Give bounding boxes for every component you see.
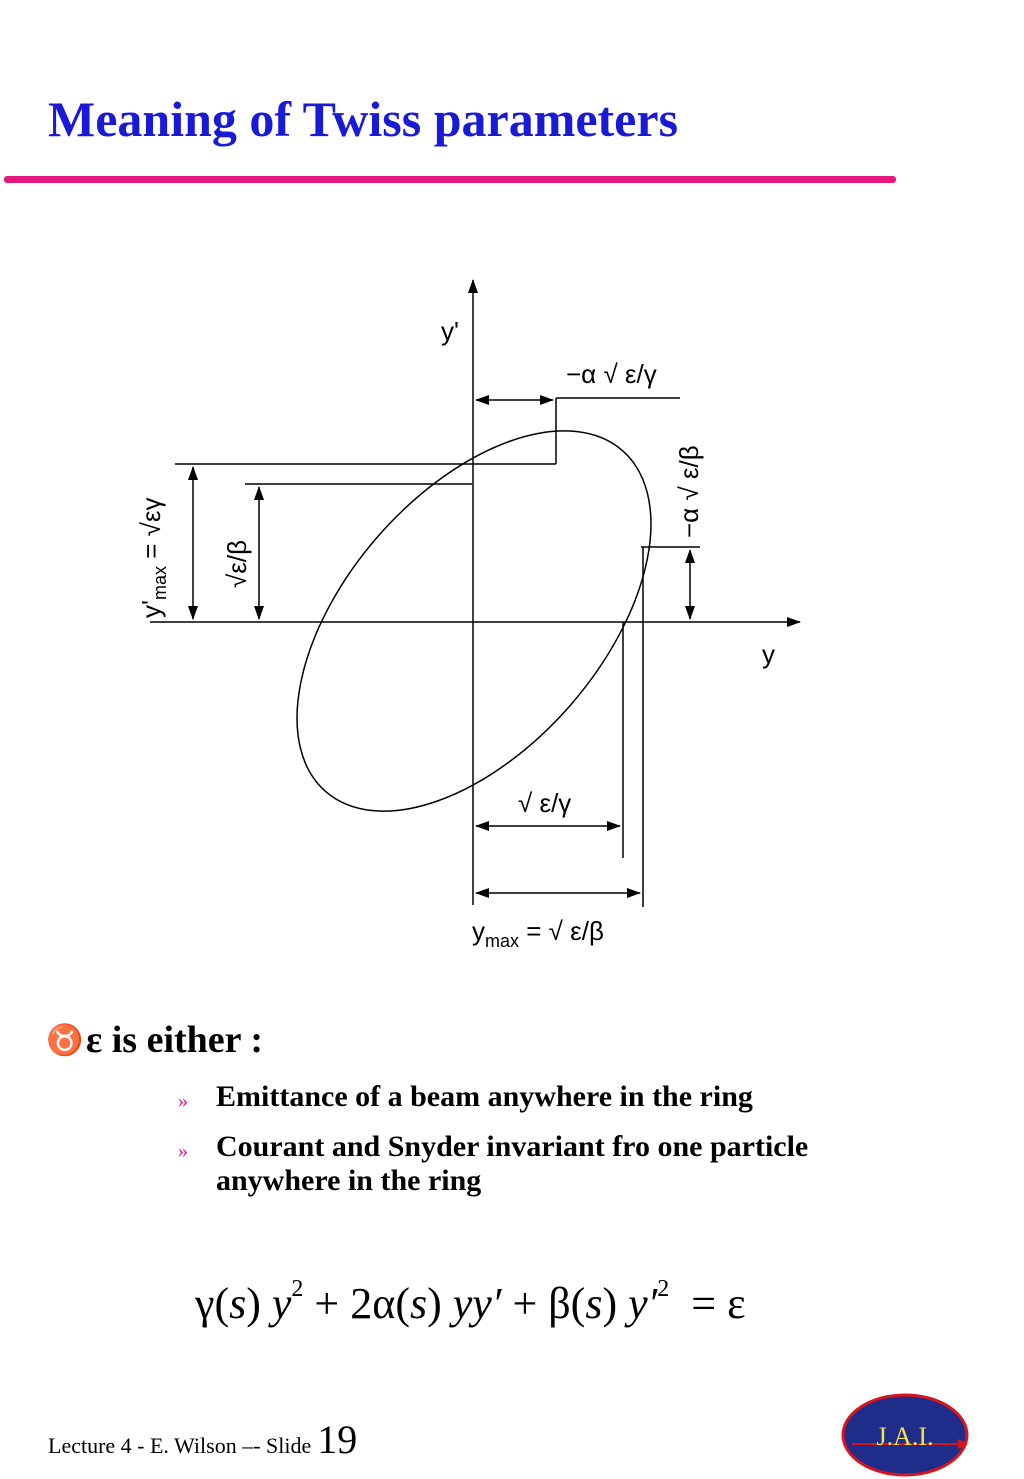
sub-bullet-text: Emittance of a beam anywhere in the ring	[216, 1080, 753, 1113]
sub-bullet	[178, 1080, 918, 1114]
bottom-inner-dimension-label: √ ε/γ	[518, 788, 572, 818]
left-inner-dimension-label: √ε/β	[222, 539, 252, 588]
sub-bullet-text: Courant and Snyder invariant fro one particle anywhere in the ring	[216, 1130, 809, 1197]
slide-number: 19	[317, 1417, 358, 1462]
chevron-bullet-icon: »	[178, 1090, 188, 1112]
jai-logo	[840, 1392, 970, 1478]
right-dimension-label: −α √ ε/β	[674, 445, 704, 538]
slide-footer	[48, 1416, 357, 1463]
main-bullet-text: ε is either :	[86, 1019, 263, 1061]
courant-snyder-equation: γ(s) $y^2 + 2\alpha(s) yy' + \beta(s) y'^2 = \varepsilon$	[195, 1276, 746, 1328]
top-dimension-label: −α √ ε/γ	[566, 359, 657, 389]
logo-text: J.A.I.	[876, 1422, 934, 1451]
bottom-outer-dimension-label: $y_{max}$ = √ ε/β	[472, 916, 604, 951]
taurus-bullet-icon: ♉	[46, 1023, 84, 1057]
left-outer-dimension-label: $y'_{max} = √\varepsilon\gamma$	[136, 497, 170, 618]
footer-text: Lecture 4 - E. Wilson –- Slide	[48, 1433, 312, 1458]
y-axis-label: y	[762, 639, 775, 669]
chevron-bullet-icon: »	[178, 1140, 188, 1162]
phase-ellipse	[229, 366, 719, 875]
slide-title: Meaning of Twiss parameters	[48, 91, 679, 147]
sub-bullet	[178, 1130, 918, 1198]
main-bullet	[46, 1018, 263, 1062]
yprime-axis-label: y'	[441, 316, 459, 346]
